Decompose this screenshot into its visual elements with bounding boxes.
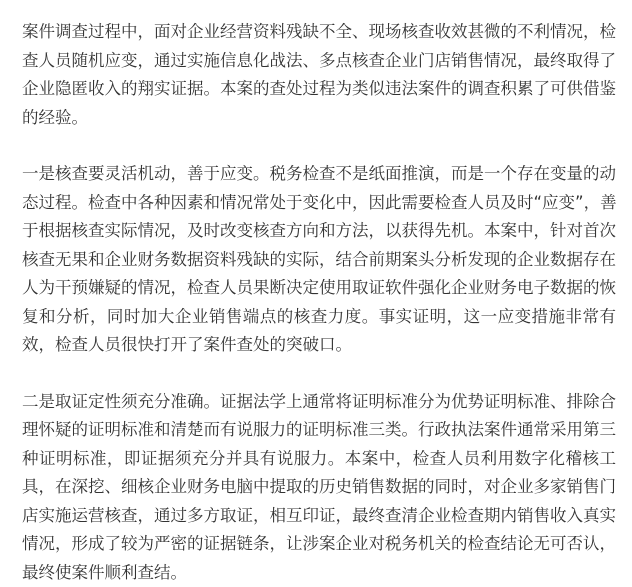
text-line: 核查无果和企业财务数据资料残缺的实际，结合前期案头分析发现的企业数据存在: [22, 246, 616, 275]
paragraph-point-two: [22, 388, 616, 587]
text-line: 二是取证定性须充分准确。证据法学上通常将证明标准分为优势证明标准、排除合: [22, 388, 616, 417]
text-line: 店实施运营核查，通过多方取证，相互印证，最终查清企业检查期内销售收入真实: [22, 502, 616, 531]
text-line: 具，在深挖、细核企业财务电脑中提取的历史销售数据的同时，对企业多家销售门: [22, 473, 616, 502]
text-line: 复和分析，同时加大企业销售端点的核查力度。事实证明，这一应变措施非常有: [22, 303, 616, 332]
text-line: 效，检查人员很快打开了案件查处的突破口。: [22, 331, 616, 360]
text-line: 案件调查过程中，面对企业经营资料残缺不全、现场核查收效甚微的不利情况，检: [22, 18, 616, 47]
text-line: 人为干预嫌疑的情况，检查人员果断决定使用取证软件强化企业财务电子数据的恢: [22, 274, 616, 303]
paragraph-point-one: [22, 160, 616, 360]
text-line: 态过程。检查中各种因素和情况常处于变化中，因此需要检查人员及时“应变”，善: [22, 189, 616, 218]
text-line: 查人员随机应变，通过实施信息化战法、多点核查企业门店销售情况，最终取得了: [22, 47, 616, 76]
text-line: 企业隐匿收入的翔实证据。本案的查处过程为类似违法案件的调查积累了可供借鉴: [22, 75, 616, 104]
text-line: 种证明标准，即证据须充分并具有说服力。本案中，检查人员利用数字化稽核工: [22, 445, 616, 474]
text-line: 最终使案件顺利查结。: [22, 559, 616, 587]
text-line: 情况，形成了较为严密的证据链条，让涉案企业对税务机关的检查结论无可否认，: [22, 530, 616, 559]
text-line: 的经验。: [22, 104, 616, 133]
text-line: 理怀疑的证明标准和清楚而有说服力的证明标准三类。行政执法案件通常采用第三: [22, 416, 616, 445]
paragraph-summary: [22, 18, 616, 132]
text-line: 一是核查要灵活机动，善于应变。税务检查不是纸面推演，而是一个存在变量的动: [22, 160, 616, 189]
article-body: [22, 18, 616, 587]
text-line: 于根据核查实际情况，及时改变核查方向和方法，以获得先机。本案中，针对首次: [22, 217, 616, 246]
